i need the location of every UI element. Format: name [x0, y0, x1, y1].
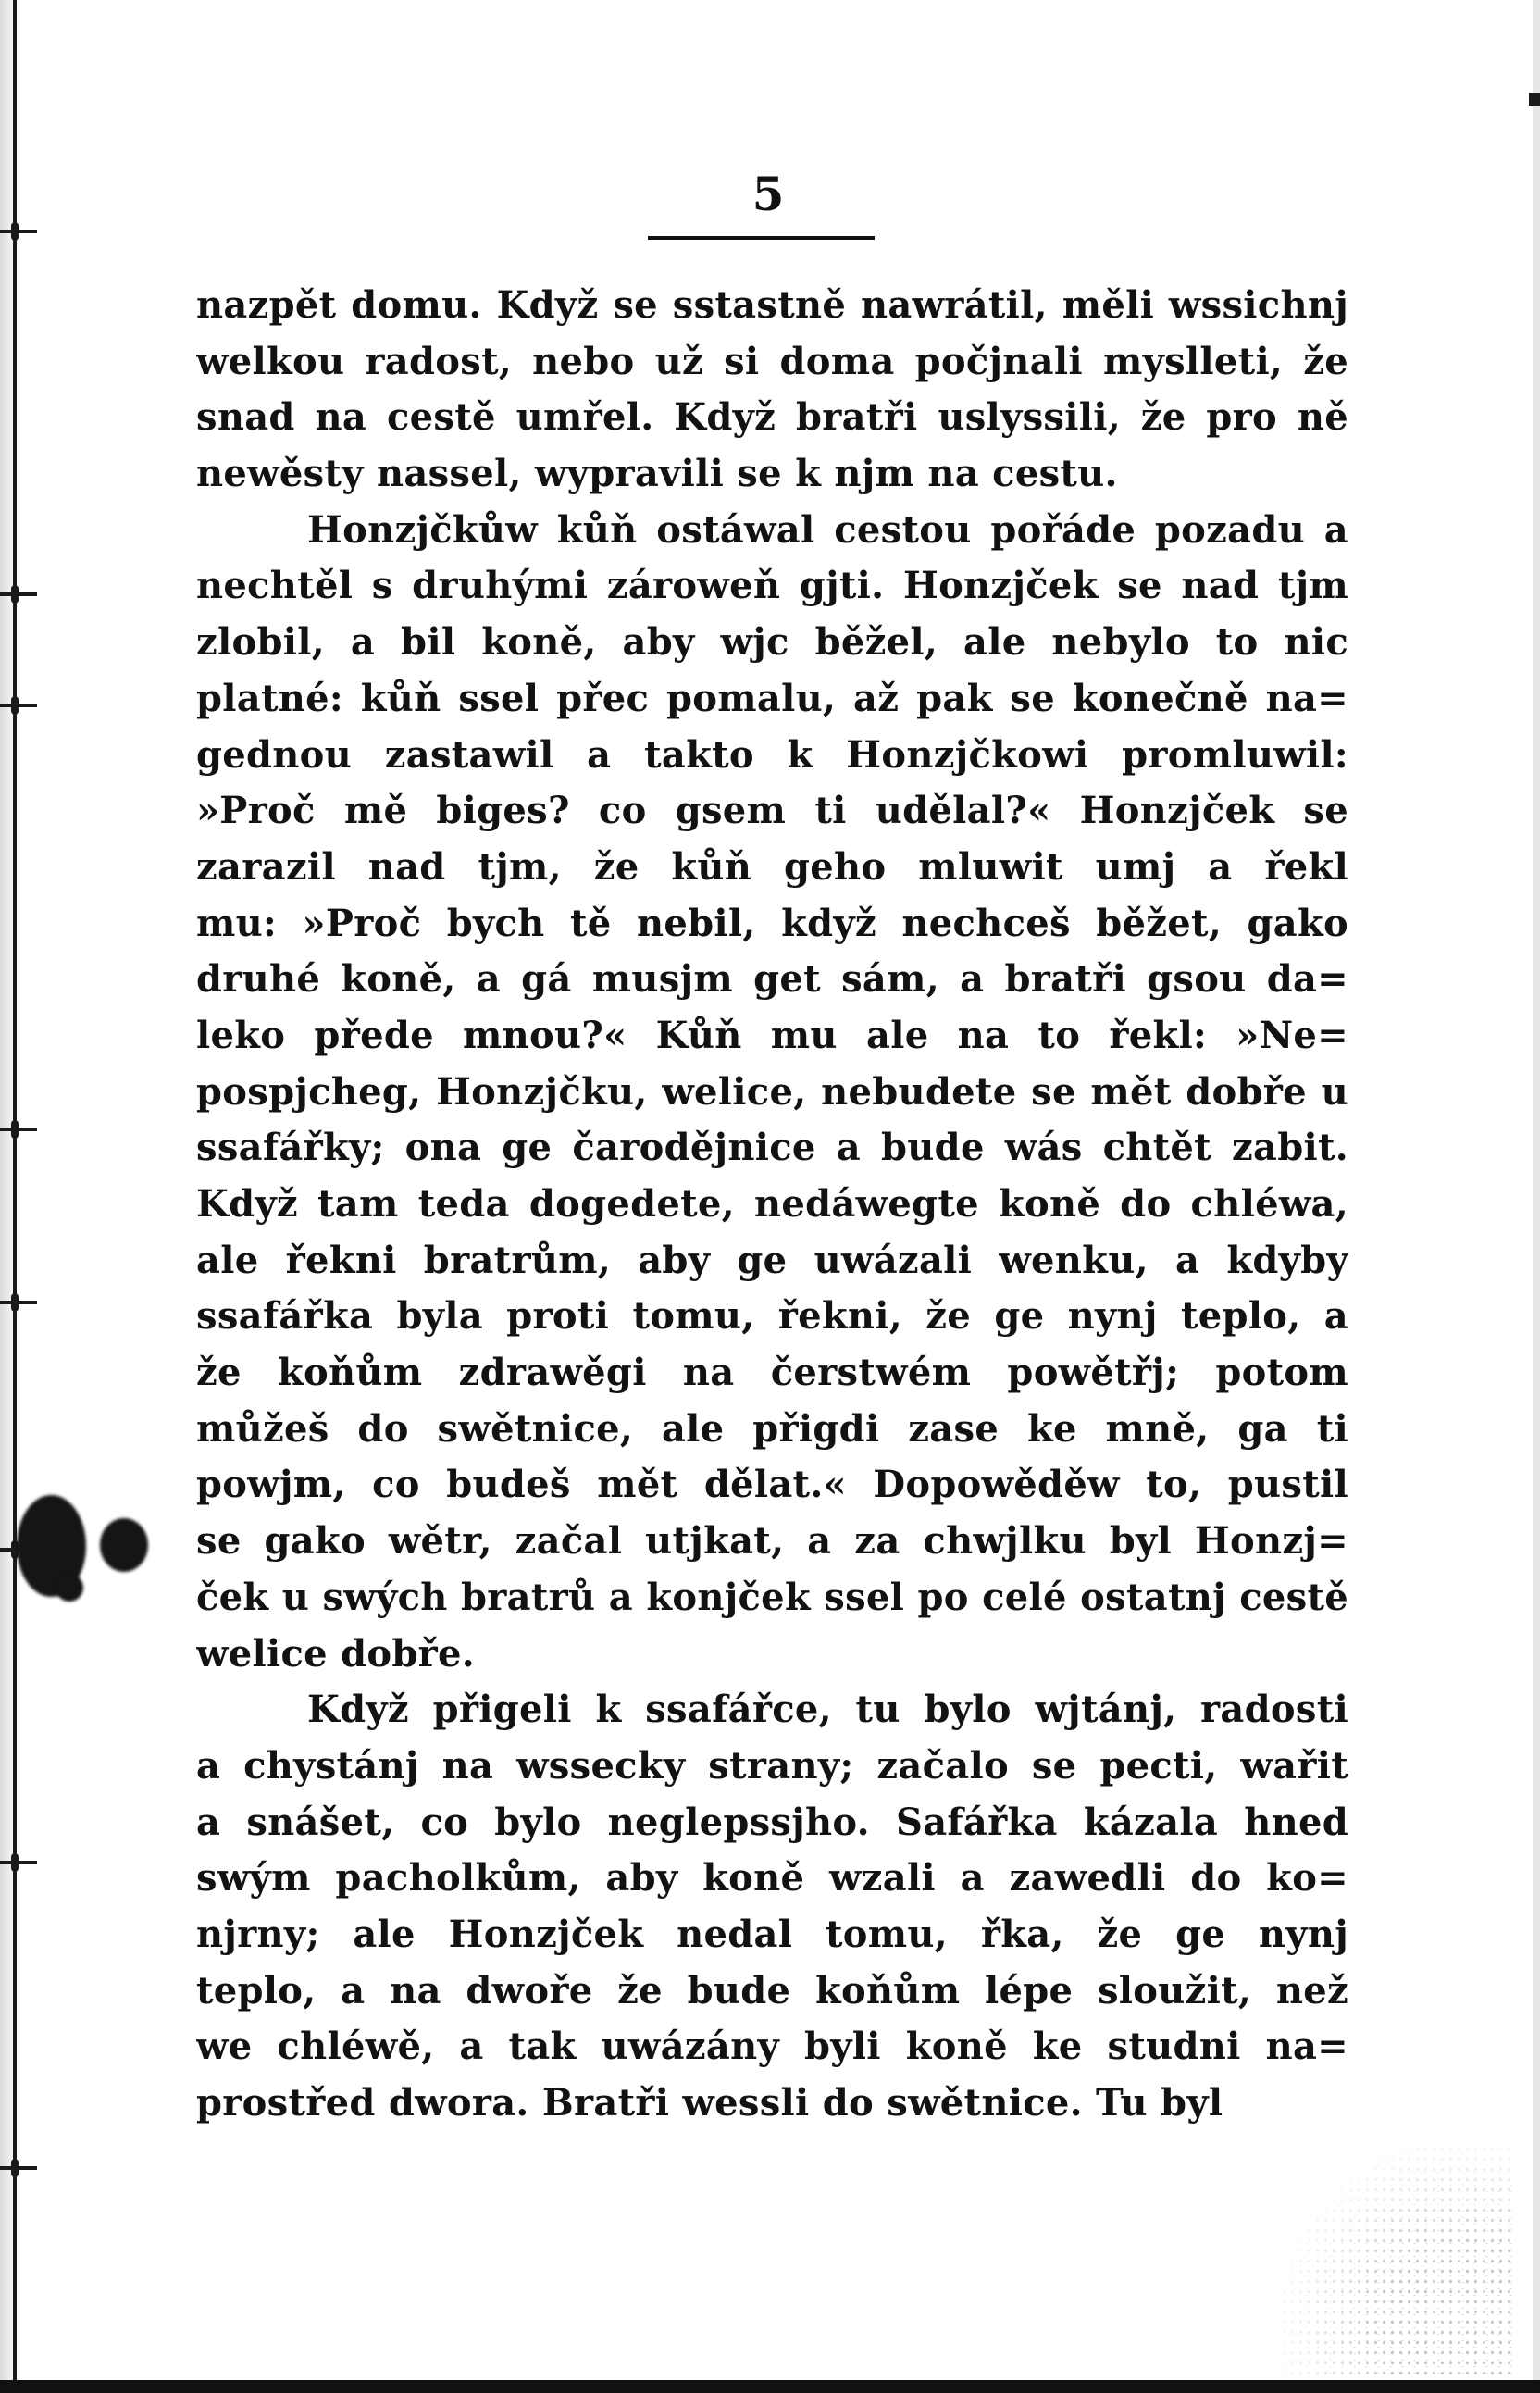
page-bottom-edge — [0, 2380, 1540, 2393]
page-edge-mark — [1529, 93, 1540, 106]
ink-stain — [56, 1574, 83, 1602]
text-line: welice dobře. — [196, 1631, 475, 1676]
binding-stitch — [0, 1301, 37, 1304]
text-line: snad na cestě umřel. Když bratři uslyssili, že pro ně — [196, 395, 1348, 440]
binding-thread-line — [13, 0, 17, 2393]
text-line: we chléwě, a tak uwázány byli koně ke studni na= — [196, 2025, 1348, 2069]
text-line: »Proč mě biges? co gsem ti udělal?« Honzjček se — [196, 789, 1348, 833]
text-line: njrny; ale Honzjček nedal tomu, řka, že ge nynj — [196, 1912, 1348, 1956]
text-line: powjm, co budeš mět dělat.« Dopowěděw to, pustil — [196, 1463, 1348, 1507]
text-line: leko přede mnou?« Kůň mu ale na to řekl: »Ne= — [196, 1013, 1348, 1057]
text-line: druhé koně, a gá musjm get sám, a bratři gsou da= — [196, 957, 1348, 1002]
text-line: Honzjčkůw kůň ostáwal cestou pořáde pozadu a — [307, 507, 1348, 552]
text-line: welkou radost, nebo už si doma počjnali myslleti, že — [196, 339, 1348, 383]
text-line: swým pacholkům, aby koně wzali a zawedli do ko= — [196, 1856, 1348, 1901]
text-line: pospjcheg, Honzjčku, welice, nebudete se mět dobře u — [196, 1069, 1348, 1114]
text-line: Když přigeli k ssafářce, tu bylo wjtánj, radosti — [307, 1688, 1348, 1732]
binding-stitch — [0, 1128, 37, 1131]
text-line: newěsty nassel, wypravili se k njm na cestu. — [196, 452, 1118, 496]
text-line: můžeš do swětnice, ale přigdi zase ke mně, ga ti — [196, 1406, 1348, 1451]
binding-stitch — [0, 592, 37, 596]
text-line: ssafářka byla proti tomu, řekni, že ge nynj teplo, a — [196, 1294, 1348, 1339]
page-right-edge — [1533, 0, 1540, 2393]
text-line: nechtěl s druhými zároweň gjti. Honzjček se nad tjm — [196, 564, 1348, 608]
binding-stitch — [0, 704, 37, 707]
page-number: 5 — [751, 167, 785, 221]
ink-stain — [100, 1518, 148, 1572]
binding-stitch — [0, 2166, 37, 2170]
body-text — [196, 278, 1348, 2132]
text-line: zarazil nad tjm, že kůň geho mluwit umj a řekl — [196, 844, 1348, 889]
text-line: teplo, a na dwoře že bude koňům lépe sloužit, než — [196, 1968, 1348, 2013]
text-line: gednou zastawil a takto k Honzjčkowi promluwil: — [196, 732, 1348, 777]
binding-stitch — [0, 1861, 37, 1864]
text-line: ale řekni bratrům, aby ge uwázali wenku, a kdyby — [196, 1238, 1348, 1282]
text-line: ček u swých bratrů a konjček ssel po celé ostatnj cestě — [196, 1575, 1348, 1619]
text-line: platné: kůň ssel přec pomalu, až pak se konečně na= — [196, 676, 1348, 720]
text-line: zlobil, a bil koně, aby wjc běžel, ale nebylo to nic — [196, 620, 1348, 665]
text-line: ssafářky; ona ge čarodějnice a bude wás chtět zabit. — [196, 1126, 1348, 1170]
text-line: Když tam teda dogedete, nedáwegte koně do chléwa, — [196, 1182, 1348, 1226]
text-line: že koňům zdrawěgi na čerstwém powětřj; potom — [196, 1351, 1348, 1395]
text-line: se gako wětr, začal utjkat, a za chwjlku byl Honzj= — [196, 1519, 1348, 1564]
header-rule — [648, 236, 875, 240]
text-line: a chystánj na wssecky strany; začalo se pecti, wařit — [196, 1743, 1348, 1788]
text-line: a snášet, co bylo neglepssjho. Safářka kázala hned — [196, 1800, 1348, 1844]
text-line: prostřed dwora. Bratři wessli do swětnice. Tu byl — [196, 2081, 1223, 2125]
paper-speckle — [1272, 2134, 1512, 2374]
binding-stitch — [0, 230, 37, 233]
text-line: mu: »Proč bych tě nebil, když nechceš běžet, gako — [196, 901, 1348, 945]
binding-edge — [0, 0, 20, 2393]
text-line: nazpět domu. Když se sstastně nawrátil, měli wssichnj — [196, 283, 1348, 327]
